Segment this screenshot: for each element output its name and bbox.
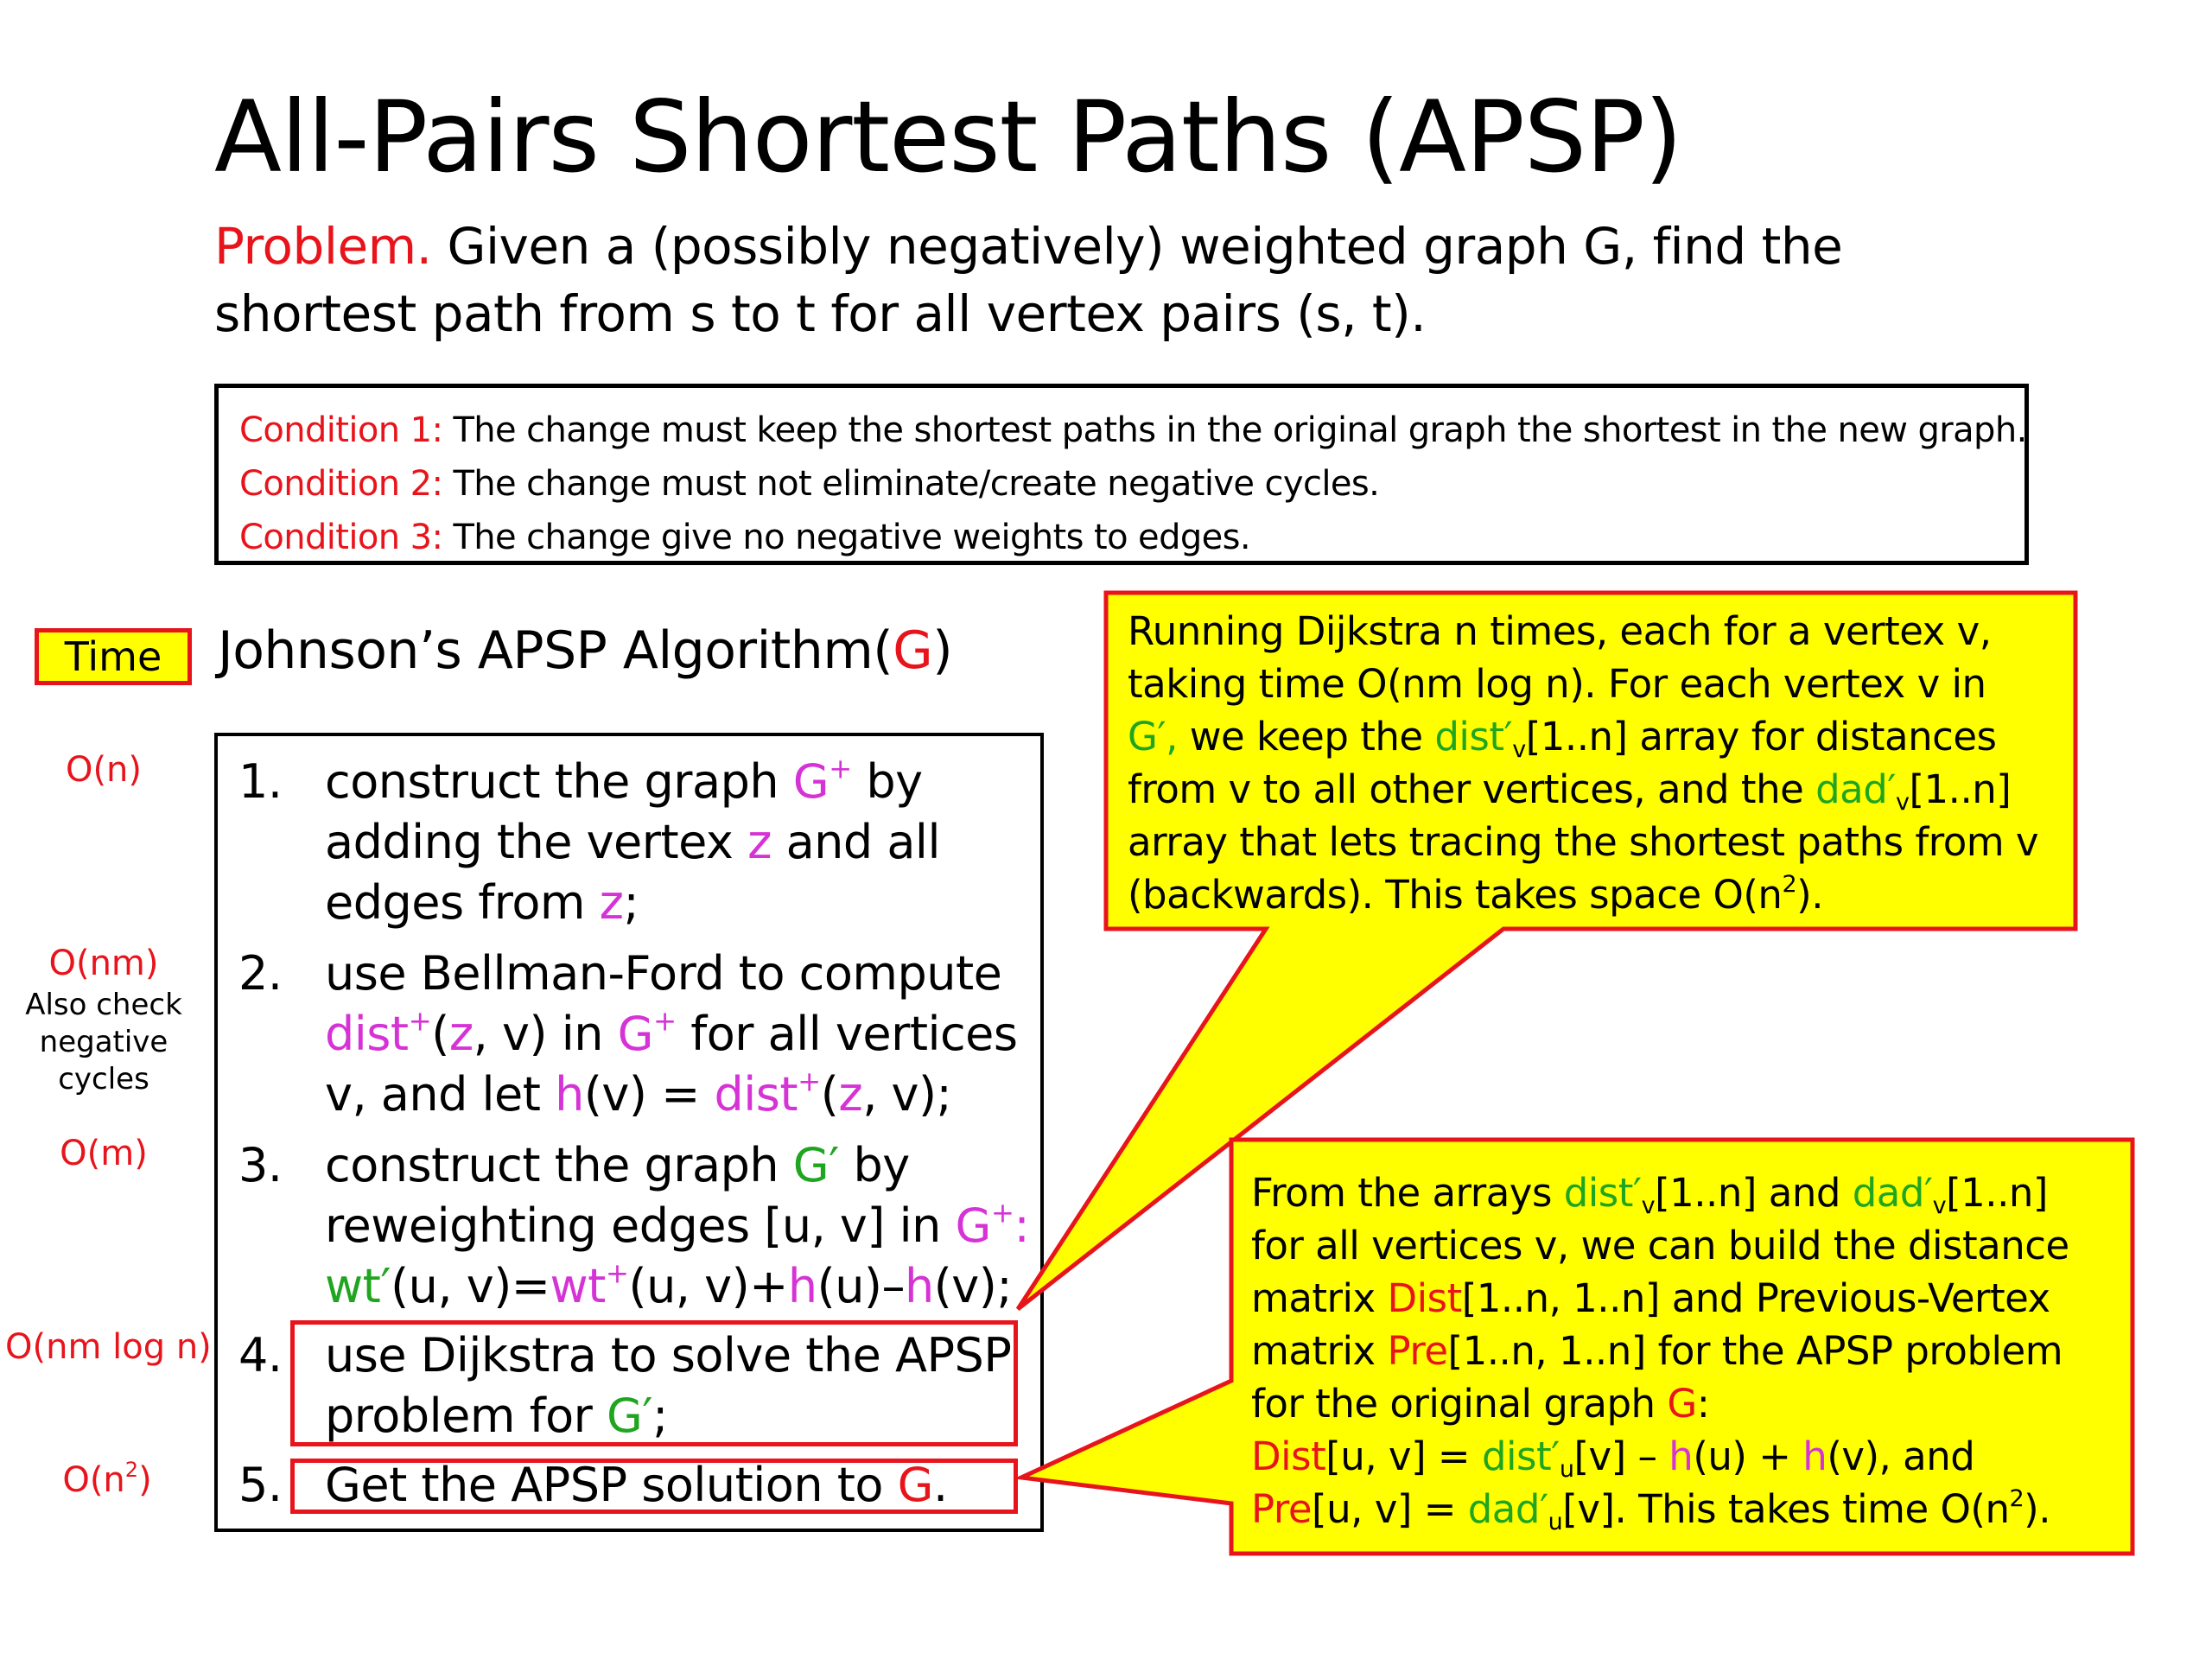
vertex-z: z — [747, 815, 772, 869]
problem-label: Problem. — [214, 217, 432, 276]
text-run: edges from — [325, 875, 600, 930]
dist-prime — [1434, 714, 1526, 764]
text-run: + — [990, 1196, 1014, 1230]
callout-line — [1128, 868, 2069, 921]
step-number: 5. — [238, 1458, 283, 1512]
text-run: problem for — [325, 1389, 607, 1443]
text-run: : — [1696, 1381, 1710, 1427]
text-run: matrix — [1251, 1328, 1388, 1374]
text-run: dist — [325, 1007, 409, 1061]
wt-prime: wt′ — [325, 1259, 391, 1313]
callout-line — [1251, 1430, 2124, 1483]
complexity-step-3: O(m) — [60, 1134, 148, 1173]
text-run: (u, v)+ — [628, 1259, 788, 1313]
callout-line — [1251, 1166, 2124, 1219]
text-run: G — [617, 1007, 653, 1061]
text-run: [v] – — [1573, 1433, 1669, 1479]
callout-line — [1128, 763, 2069, 816]
problem-line-2: shortest path from s to t for all vertex pairs (s, t). — [214, 284, 1427, 343]
text-run: [1..n] — [1946, 1170, 2048, 1216]
text-run: + — [408, 1004, 432, 1038]
text-run: we keep the — [1177, 714, 1435, 760]
text-run: dad′ — [1852, 1170, 1933, 1216]
graph-gprime: G′ — [607, 1389, 653, 1443]
text-run: construct the graph — [325, 754, 793, 809]
algorithm-close: ) — [932, 620, 953, 681]
text-run: From the arrays — [1251, 1170, 1564, 1216]
vertex-z: z — [448, 1007, 474, 1061]
callout-2-text — [1251, 1166, 2124, 1535]
complexity-step-4: O(nm log n) — [5, 1327, 212, 1367]
algorithm-name: Johnson’s APSP Algorithm( — [218, 620, 893, 681]
condition-label: Condition 2: — [239, 464, 443, 504]
callout-line — [1251, 1272, 2124, 1325]
h-function: h — [905, 1259, 934, 1313]
condition-label: Condition 1: — [239, 410, 443, 450]
dist-matrix: Dist — [1387, 1275, 1462, 1321]
step-number: 2. — [238, 946, 283, 1001]
h-function: h — [1802, 1433, 1827, 1479]
text-run: , v); — [862, 1067, 952, 1122]
text-run: + — [652, 1004, 677, 1038]
h-function: h — [555, 1067, 584, 1122]
condition-text: The change give no negative weights to edges. — [442, 518, 1251, 557]
text-run: [u, v] = — [1312, 1486, 1468, 1532]
text-run: use Bellman-Ford to compute — [325, 946, 1002, 1001]
note-line: cycles — [58, 1062, 149, 1096]
graph-gprime: G′ — [792, 1138, 839, 1192]
vertex-z: z — [599, 875, 624, 930]
dad-prime — [1852, 1170, 1947, 1220]
text-run: [1..n] array for distances — [1525, 714, 1997, 760]
dist-matrix: Dist — [1251, 1433, 1326, 1479]
text-run: wt — [550, 1259, 606, 1313]
text-run: [v]. This takes time O(n — [1562, 1486, 2010, 1532]
text-run: dist′ — [1563, 1170, 1642, 1216]
text-run: Get the APSP solution to — [325, 1458, 898, 1512]
text-run: dist′ — [1481, 1433, 1560, 1479]
text-run: u — [1559, 1456, 1574, 1484]
text-run: . — [932, 1458, 948, 1512]
note-line: Also check — [25, 988, 182, 1022]
text-run: ). — [2024, 1486, 2051, 1532]
text-run: ; — [623, 875, 639, 930]
text-run: G — [792, 754, 830, 809]
text-run: matrix — [1251, 1275, 1388, 1321]
callout-line: Running Dijkstra n times, each for a vertex v, — [1128, 608, 1992, 654]
text-run: (backwards). This takes space O(n — [1128, 872, 1783, 918]
vertex-z: z — [838, 1067, 863, 1122]
graph-gprime: G′, — [1128, 714, 1178, 760]
dad-prime — [1815, 766, 1910, 817]
text-run: reweighting edges [u, v] in — [325, 1198, 956, 1253]
callout-line — [1251, 1483, 2124, 1535]
text-run: dad′ — [1815, 766, 1896, 812]
text-run: , v) in — [473, 1007, 618, 1061]
text-run: (u)– — [817, 1259, 905, 1313]
callout-1-text — [1128, 605, 2069, 921]
step-number: 3. — [238, 1138, 283, 1192]
problem-line-1: Given a (possibly negatively) weighted graph G, find the — [431, 217, 1843, 276]
condition-label: Condition 3: — [239, 518, 443, 557]
text-run: + — [829, 752, 852, 785]
text-run: adding the vertex — [325, 815, 748, 869]
text-run: by — [838, 1138, 910, 1192]
text-run: for all vertices — [676, 1007, 1018, 1061]
text-run: v — [1932, 1192, 1947, 1220]
text-run: v — [1641, 1192, 1656, 1220]
text-run: from v to all other vertices, and the — [1128, 766, 1816, 812]
text-run: + — [605, 1256, 629, 1290]
text-run: 2 — [1782, 871, 1797, 899]
text-run: v, and let — [325, 1067, 556, 1122]
text-run: 2 — [2009, 1485, 2024, 1513]
text-run: (u) + — [1693, 1433, 1803, 1479]
pre-matrix: Pre — [1387, 1328, 1448, 1374]
page-title: All-Pairs Shortest Paths (APSP) — [214, 79, 1682, 194]
text-run: v — [1512, 736, 1526, 764]
text-run: dist′ — [1434, 714, 1513, 760]
graph-g: G — [1667, 1381, 1697, 1427]
text-run: dist — [714, 1067, 798, 1122]
text-run: for the original graph — [1251, 1381, 1668, 1427]
condition-text: The change must keep the shortest paths in the original graph the shortest in the new graph. — [442, 410, 2027, 450]
text-run: [1..n, 1..n] for the APSP problem — [1447, 1328, 2063, 1374]
callout-line — [1251, 1377, 2124, 1430]
text-run: u — [1548, 1509, 1563, 1536]
text-run: construct the graph — [325, 1138, 793, 1192]
h-function: h — [787, 1259, 817, 1313]
h-function: h — [1669, 1433, 1694, 1479]
text-run: [1..n] and — [1655, 1170, 1853, 1216]
text-run: (v) = — [583, 1067, 715, 1122]
text-run: : — [1014, 1198, 1030, 1253]
text-run: (u, v)= — [391, 1259, 550, 1313]
text-run: dad′ — [1467, 1486, 1548, 1532]
text-run: ( — [820, 1067, 839, 1122]
complexity-step-2: O(nm) — [48, 944, 159, 983]
text-run: ). — [1796, 872, 1824, 918]
text-run: + — [798, 1065, 821, 1098]
callout-line — [1128, 710, 2069, 763]
time-label: Time — [35, 628, 192, 685]
complexity-exp: 2 — [124, 1458, 139, 1483]
text-run: (v), and — [1827, 1433, 1975, 1479]
algorithm-param: G — [893, 620, 933, 681]
callout-line — [1251, 1325, 2124, 1377]
text-run: use Dijkstra to solve the APSP — [325, 1328, 1012, 1382]
text-run: [1..n] — [1909, 766, 2012, 812]
text-run: G — [955, 1198, 991, 1253]
step-number: 1. — [238, 754, 283, 809]
callout-line: taking time O(nm log n). For each vertex v in — [1128, 661, 1986, 707]
dad-prime — [1467, 1486, 1563, 1536]
complexity-step-1: O(n) — [65, 750, 143, 790]
text-run: by — [851, 754, 923, 809]
text-run: [1..n, 1..n] and Previous-Vertex — [1461, 1275, 2050, 1321]
dist-prime — [1481, 1433, 1574, 1484]
step-number: 4. — [238, 1328, 283, 1382]
note-line: negative — [39, 1025, 168, 1059]
callout-line: for all vertices v, we can build the distance — [1251, 1223, 2069, 1268]
complexity-close: ) — [138, 1460, 152, 1500]
pre-matrix: Pre — [1251, 1486, 1313, 1532]
text-run: v — [1896, 789, 1910, 817]
text-run: [u, v] = — [1325, 1433, 1482, 1479]
complexity-base: O(n — [62, 1460, 125, 1500]
text-run: ; — [652, 1389, 668, 1443]
text-run: and all — [771, 815, 940, 869]
condition-text: The change must not eliminate/create negative cycles. — [442, 464, 1380, 504]
dist-prime — [1563, 1170, 1656, 1220]
graph-g: G — [897, 1458, 933, 1512]
text-run: ( — [431, 1007, 449, 1061]
text-run: (v); — [933, 1259, 1013, 1313]
callout-line: array that lets tracing the shortest paths from v — [1128, 819, 2039, 865]
